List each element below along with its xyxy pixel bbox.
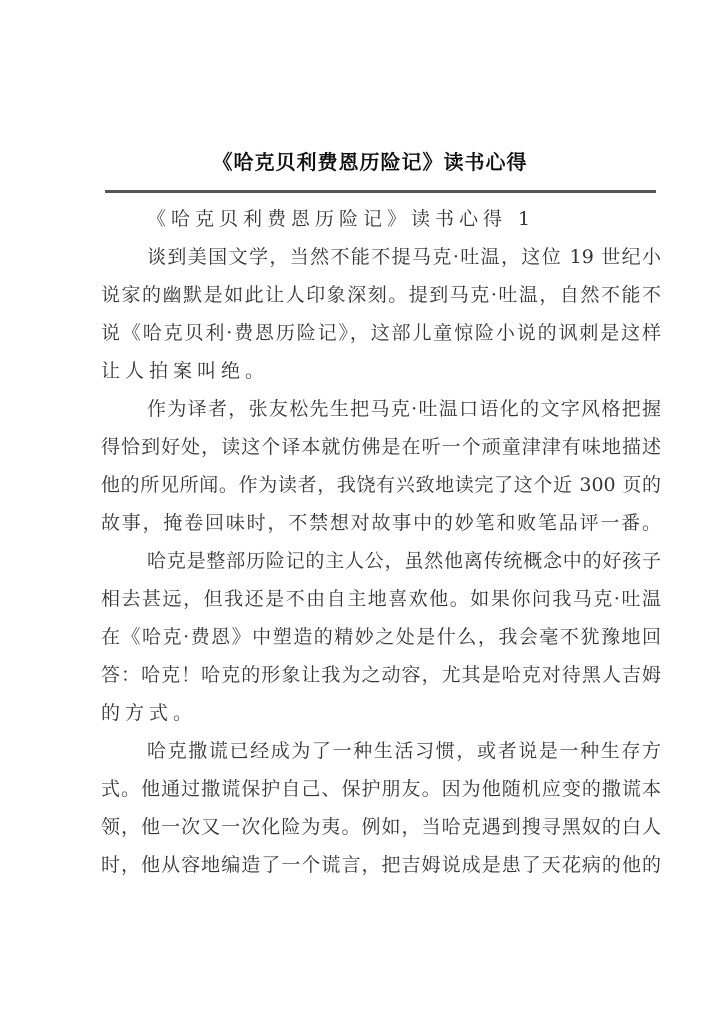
- text-line: 哈克撒谎已经成为了一种生活习惯，或者说是一种生存方: [147, 740, 661, 762]
- text-line: 作为译者，张友松先生把马克·吐温口语化的文字风格把握: [147, 398, 661, 420]
- text-line: 哈克是整部历险记的主人公，虽然他离传统概念中的好孩子: [147, 550, 661, 572]
- text-line: 相去甚远，但我还是不由自主地喜欢他。如果你问我马克·吐温: [101, 588, 661, 610]
- text-line: 谈到美国文学，当然不能不提马克·吐温，这位 19 世纪小: [147, 246, 661, 268]
- text-line: 领，他一次又一次化险为夷。例如，当哈克遇到搜寻黑奴的白人: [101, 816, 661, 838]
- text-line: 他的所见所闻。作为读者，我饶有兴致地读完了这个近 300 页的: [101, 474, 661, 496]
- text-line: 说家的幽默是如此让人印象深刻。提到马克·吐温，自然不能不: [101, 284, 661, 306]
- text-line: 答：哈克！哈克的形象让我为之动容，尤其是哈克对待黑人吉姆: [101, 664, 661, 686]
- paragraph: [101, 390, 661, 542]
- section-heading: [101, 200, 661, 238]
- text-line: 说《哈克贝利·费恩历险记》，这部儿童惊险小说的讽刺是这样: [101, 322, 661, 344]
- title-divider: [105, 190, 656, 193]
- text-line: 时，他从容地编造了一个谎言，把吉姆说成是患了天花病的他的: [101, 854, 661, 876]
- document-body: [101, 200, 661, 884]
- paragraph: [101, 542, 661, 732]
- text-line: 式。他通过撒谎保护自己、保护朋友。因为他随机应变的撒谎本: [101, 778, 661, 800]
- text-line: 故事，掩卷回味时，不禁想对故事中的妙笔和败笔品评一番。: [101, 512, 661, 534]
- paragraph: [101, 238, 661, 390]
- text-line: 《哈克贝利费恩历险记》读书心得 1: [147, 208, 536, 230]
- paragraph: [101, 732, 661, 884]
- text-line: 得恰到好处，读这个译本就仿佛是在听一个顽童津津有味地描述: [101, 436, 661, 458]
- text-line: 让人拍案叫绝。: [101, 360, 270, 382]
- text-line: 的方式。: [101, 702, 198, 724]
- text-line: 在《哈克·费恩》中塑造的精妙之处是什么，我会毫不犹豫地回: [101, 626, 661, 648]
- document-title: 《哈克贝利费恩历险记》读书心得: [212, 150, 528, 174]
